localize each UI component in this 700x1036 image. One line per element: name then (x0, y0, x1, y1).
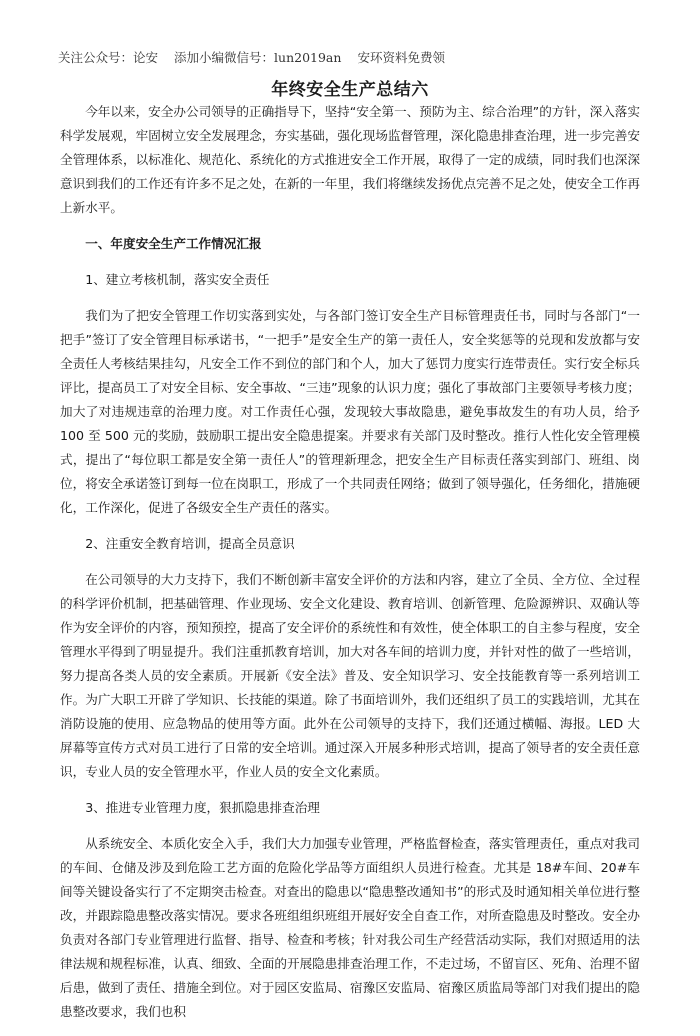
subsection-heading-3: 3、推进专业管理力度，狠抓隐患排查治理 (85, 800, 320, 815)
wechat-account-text: 关注公众号：论安 (58, 50, 159, 65)
document-title: 年终安全生产总结六 (271, 80, 429, 100)
section-heading: 一、年度安全生产工作情况汇报 (85, 236, 262, 251)
subsection-heading-2: 2、注重安全教育培训，提高全员意识 (85, 536, 295, 551)
editor-wechat-text: 添加小编微信号：lun2019an (174, 50, 342, 65)
document-body (60, 100, 640, 1036)
subsection-heading-1: 1、建立考核机制，落实安全责任 (85, 272, 270, 287)
subsection-paragraph-2: 在公司领导的大力支持下，我们不断创新丰富安全评价的方法和内容，建立了全员、全方位、全过程的科学评价机制，把基础管理、作业现场、安全文化建设、教育培训、创新管理、危险源辨识、双确认等作为安全评价的内容，预知预控，提高了安全评价的系统性和有效性，使全体职工的自主参与程度，安全管理水平得到了明显提升。我们注重抓教育培训，加大对各车间的培训力度，并针对性的做了一些培训，努力提高各类人员的安全素质。开展新《安全法》普及、安全知识学习、安全技能教育等一系列培训工作。为广大职工开辟了学知识、长技能的渠道。除了书面培训外，我们还组织了员工的实践培训，尤其在消防设施的使用、应急物品的使用等方面。此外在公司领导的支持下，我们还通过横幅、海报。LED 大屏幕等宣传方式对员工进行了日常的安全培训。通过深入开展多种形式培训，提高了领导者的安全责任意识，专业人员的安全管理水平，作业人员的安全文化素质。 (60, 572, 640, 779)
subsection-paragraph-1: 我们为了把安全管理工作切实落到实处，与各部门签订安全生产目标管理责任书，同时与各部门“一把手”签订了安全管理目标承诺书，“一把手”是安全生产的第一责任人，安全奖惩等的兑现和发放都与安全责任人考核结果挂勾，凡安全工作不到位的部门和个人，加大了惩罚力度实行连带责任。实行安全标兵评比，提高员工了对安全目标、安全事故、“三违”现象的认识力度；强化了事故部门主要领导考核力度；加大了对违规违章的治理力度。对工作责任心强，发现较大事故隐患，避免事故发生的有功人员，给予 100 至 500 元的奖励，鼓励职工提出安全隐患提案。并要求有关部门及时整改。推行人性化安全管理模式，提出了“每位职工都是安全第一责任人”的管理新理念，把安全生产目标责任落实到部门、班组、岗位，将安全承诺签订到每一位在岗职工，形成了一个共同责任网络；做到了领导强化，任务细化，措施硬化，工作深化，促进了各级安全生产责任的落实。 (60, 308, 640, 515)
intro-paragraph: 今年以来，安全办公司领导的正确指导下，坚持“安全第一、预防为主、综合治理”的方针，深入落实科学发展观，牢固树立安全发展理念，夯实基础，强化现场监督管理，深化隐患排查治理，进一步完善安全管理体系，以标准化、规范化、系统化的方式推进安全工作开展，取得了一定的成绩，同时我们也深深意识到我们的工作还有许多不足之处，在新的一年里，我们将继续发扬优点完善不足之处，使安全工作再上新水平。 (60, 104, 640, 215)
header-promo-note (58, 48, 445, 66)
subsection-paragraph-3: 从系统安全、本质化安全入手，我们大力加强专业管理，严格监督检查，落实管理责任，重点对我司的车间、仓储及涉及到危险工艺方面的危险化学品等方面组织人员进行检查。尤其是 18#车间、20#车间等关键设备实行了不定期突击检查。对查出的隐患以“隐患整改通知书”的形式及时通知相关单位进行整改，并跟踪隐患整改落实情况。要求各班组组织班组开展好安全自查工作，对所查隐患及时整改。安全办负责对各部门专业管理进行监督、指导、检查和考核；针对我公司生产经营活动实际，我们对照适用的法律法规和规程标准，认真、细致、全面的开展隐患排查治理工作，不走过场，不留盲区、死角、治理不留后患，做到了责任、措施全到位。对于园区安监局、宿豫区安监局、宿豫区质监局等部门对我们提出的隐患整改要求，我们也积 (60, 836, 640, 1019)
free-materials-text: 安环资料免费领 (357, 50, 445, 65)
